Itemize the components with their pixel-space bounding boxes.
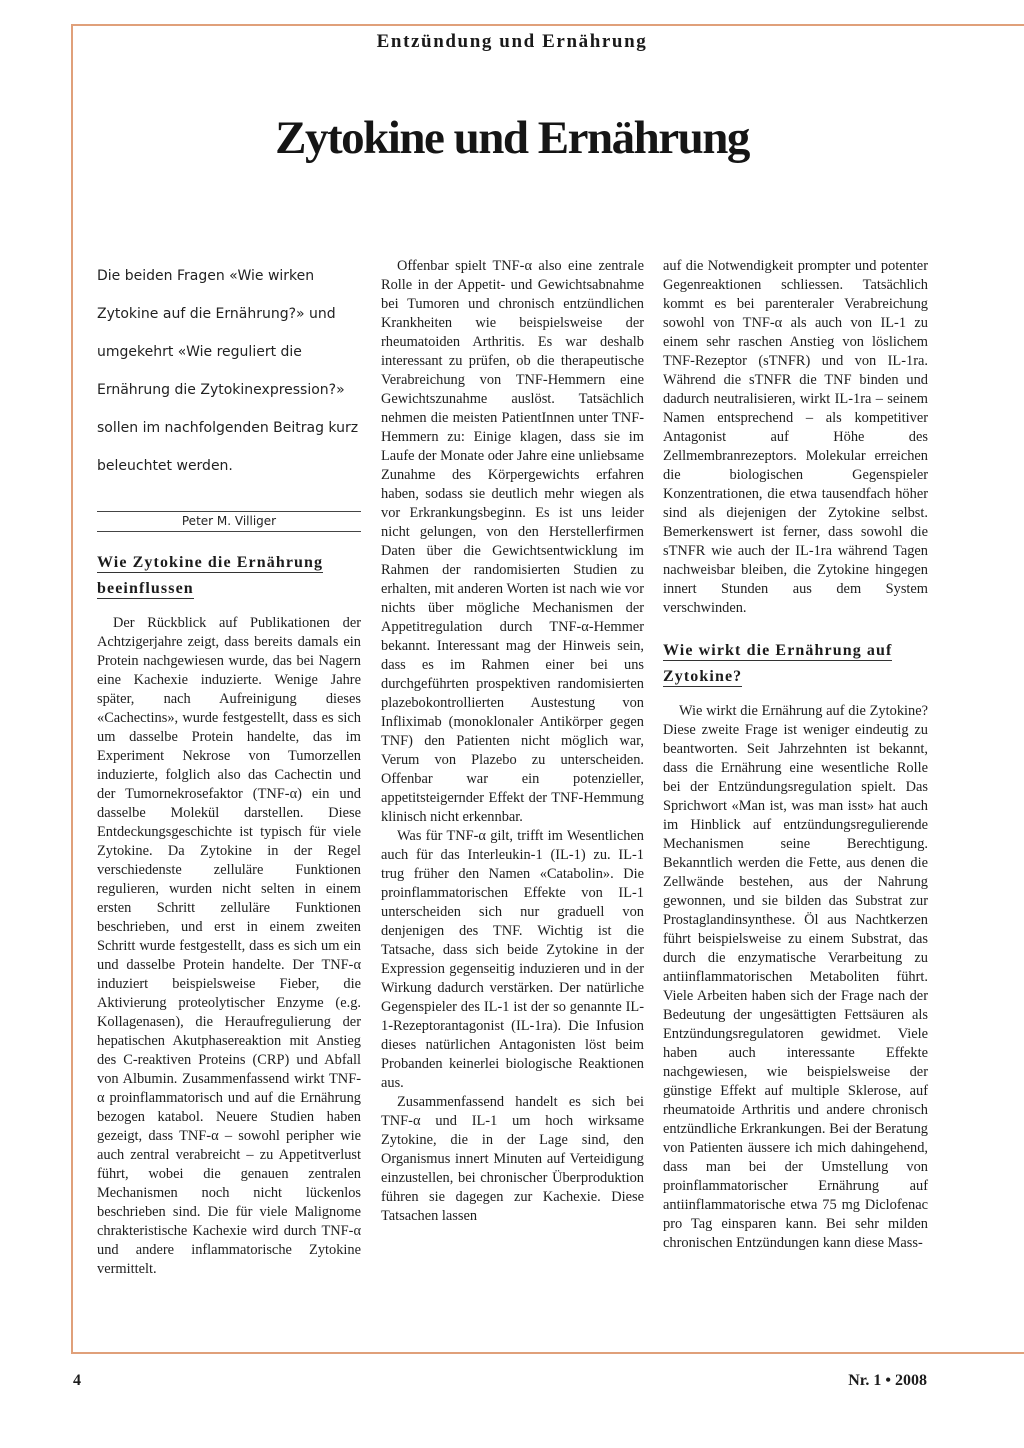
body-paragraph: Wie wirkt die Ernährung auf die Zytokine? Diese zweite Frage ist weniger eindeutig zu beantworten. Seit Jahrzehnten ist bekannt, dass die Ernährung eine wesentliche Rolle bei der Entzündungsregulation spielt. Das Sprichwort «Man ist, was man isst» hat auch im Hinblick auf entzündungsregulierende Mechanismen seine Berechtigung. Bekanntlich werden die Fette, aus denen die Zellwände bestehen, aus der Nahrung gewonnen, und sie bilden das Substrat zur Prostaglandinsynthese. Öl aus Nachtkerzen führt beispielsweise zu einem Substrat, das durch die enzymatische Verarbeitung zu antiinflammatorischen Metaboliten führt. Viele Arbeiten haben sich der Frage nach der Bedeutung der ungesättigten Fettsäuren als Entzündungsregulatoren gewidmet. Viele haben auch interessante Effekte nachgewiesen, wie beispielsweise der günstige Effekt auf multiple Sklerose, auf rheumatoide Arthritis und andere chronisch entzündliche Erkrankungen. Bei der Beratung von Patienten äussere ich mich dahingehend, dass man bei der Umstellung von proinflammatorischer Ernährung auf antiinflammatorische etwa 75 mg Diclofenac pro Tag einsparen kann. Bei sehr milden chronischen Entzündungen kann diese Mass- (663, 703, 928, 1251)
body-paragraph: Was für TNF-α gilt, trifft im Wesentlichen auch für das Interleukin-1 (IL-1) zu. IL-1 trug früher den Namen «Catabolin». Die proinflammatorischen Effekte von IL-1 unterscheiden sich nur graduell von denjenigen des TNF. Wichtig ist die Tatsache, dass sich beide Zytokine in der Expression gegenseitig induzieren und in der Wirkung dadurch verstärken. Der natürliche Gegenspieler des IL-1 ist der so genannte IL-1-Rezeptorantagonist (IL-1ra). Die Infusion dieses natürlichen Antagonisten löst beim Probanden keinerlei biologische Reaktionen aus. (381, 828, 644, 1091)
section-heading-text: Wie Zytokine die Ernährung beeinflussen (97, 554, 324, 597)
body-paragraph: Zusammenfassend handelt es sich bei TNF-α und IL-1 um hoch wirksame Zytokine, die in der Lage sind, den Organismus innert Minuten auf Verteidigung einzustellen, bei chronischer Überproduktion führen sie dagegen zur Kachexie. Diese Tatsachen lassen (381, 1094, 644, 1224)
section-heading-text: Wie wirkt die Ernährung auf Zytokine? (663, 642, 893, 685)
section-heading (97, 550, 361, 602)
author-byline: Peter M. Villiger (97, 511, 361, 532)
column-2 (381, 257, 644, 1226)
body-paragraph: auf die Notwendigkeit prompter und potenter Gegenreaktionen schliessen. Tatsächlich kommt es bei parenteraler Verabreichung sowohl von TNF-α als auch von IL-1 zu einem sehr raschen Anstieg von löslichem TNF-Rezeptor (sTNFR) und von IL-1ra. Während die sTNFR die TNF binden und dadurch neutralisieren, wirkt IL-1ra – seinem Namen entsprechend – als kompetitiver Antagonist auf Höhe des Zellmembranrezeptors. Molekular erreichen die biologischen Gegenspieler Konzentrationen, die etwa tausendfach höher sind als diejenigen der Zytokine selbst. Bemerkenswert ist ferner, dass sowohl die sTNFR wie auch der IL-1ra während Tagen nachweisbar bleiben, die Zytokine hingegen innert Stunden aus dem System verschwinden. (663, 258, 928, 616)
column-3 (663, 257, 928, 1253)
article-title: Zytokine und Ernährung (275, 112, 749, 164)
column-1 (97, 257, 361, 1279)
issue-label: Nr. 1 • 2008 (848, 1372, 927, 1389)
page-number: 4 (73, 1372, 81, 1389)
body-paragraph: Der Rückblick auf Publikationen der Achtzigerjahre zeigt, dass bereits damals ein Protein nachgewiesen wurde, das bei Nagern eine Kachexie induzierte. Wenige Jahre später, nach Aufreinigung dieses «Cachectins», wurde festgestellt, dass es sich um dasselbe Protein handelte, das im Experiment Nekrose von Tumorzellen induzierte, folglich also das Cachectin und der Tumornekrosefaktor (TNF-α) ein und dasselbe Molekül darstellen. Diese Entdeckungsgeschichte ist typisch für viele Zytokine. Da Zytokine in der Regel verschiedenste zelluläre Funktionen regulieren, wurden nicht selten in einem ersten Schritt zelluläre Funktionen beschrieben, und erst in einem zweiten Schritt wurde festgestellt, dass es sich um ein und dasselbe Protein handelte. Der TNF-α induziert beispielsweise Fieber, die Aktivierung proteolytischer Enzyme (e.g. Kollagenasen), die Heraufregulierung der hepatischen Akutphasereaktion mit Anstieg des C-reaktiven Proteins (CRP) und Abfall von Albumin. Zusammenfassend wirkt TNF-α proinflammatorisch und auf die Ernährung bezogen katabol. Neuere Studien haben gezeigt, dass TNF-α – sowohl peripher wie auch zentral verabreicht – zu Appetitverlust führt, wobei die genauen zentralen Mechanismen noch nicht lückenlos beschrieben sind. Die für viele Malignome chrakteristische Kachexie wird durch TNF-α und andere inflammatorische Zytokine vermittelt. (97, 615, 361, 1277)
body-paragraph: Offenbar spielt TNF-α also eine zentrale Rolle in der Appetit- und Gewichtsabnahme bei Tumoren und chronisch entzündlichen Krankheiten wie beispielsweise der rheumatoiden Arthritis. Es war deshalb interessant zu prüfen, ob die therapeutische Verabreichung von TNF-Hemmern eine Gewichtszunahme auslöst. Tatsächlich nehmen die meisten PatientInnen unter TNF-Hemmern zu: Einige klagen, dass sie im Laufe der Monate oder Jahre eine unliebsame Zunahme des Körpergewichts erfahren haben, sodass sie deutlich mehr wiegen als vor Erkrankungsbeginn. Es ist uns leider nicht gelungen, von den Herstellerfirmen Daten über die Gewichtsentwicklung im Rahmen der randomisierten Studien zu erhalten, mit anderen Worten ist nach wie vor nichts über mögliche Mechanismen der Appetitregulation durch TNF-α-Hemmer bekannt. Interessant mag der Hinweis sein, dass es im Rahmen einer bei uns durchgeführten prospektiven randomisierten plazebokontrollierten Austestung von Infliximab (monoklonaler Antikörper gegen TNF) den Patienten nicht möglich war, Verum von Plazebo zu unterscheiden. Offenbar war ein potenzieller, appetitsteigernder Effekt der TNF-Hemmung klinisch nicht erkennbar. (381, 258, 644, 825)
lead-paragraph: Die beiden Fragen «Wie wirken Zytokine auf die Ernährung?» und umgekehrt «Wie reguliert die Ernährung die Zytokinexpression?» sollen im nachfolgenden Beitrag kurz beleuchtet werden. (97, 268, 359, 474)
running-head: Entzündung und Ernährung (376, 31, 648, 52)
section-heading (663, 638, 928, 690)
